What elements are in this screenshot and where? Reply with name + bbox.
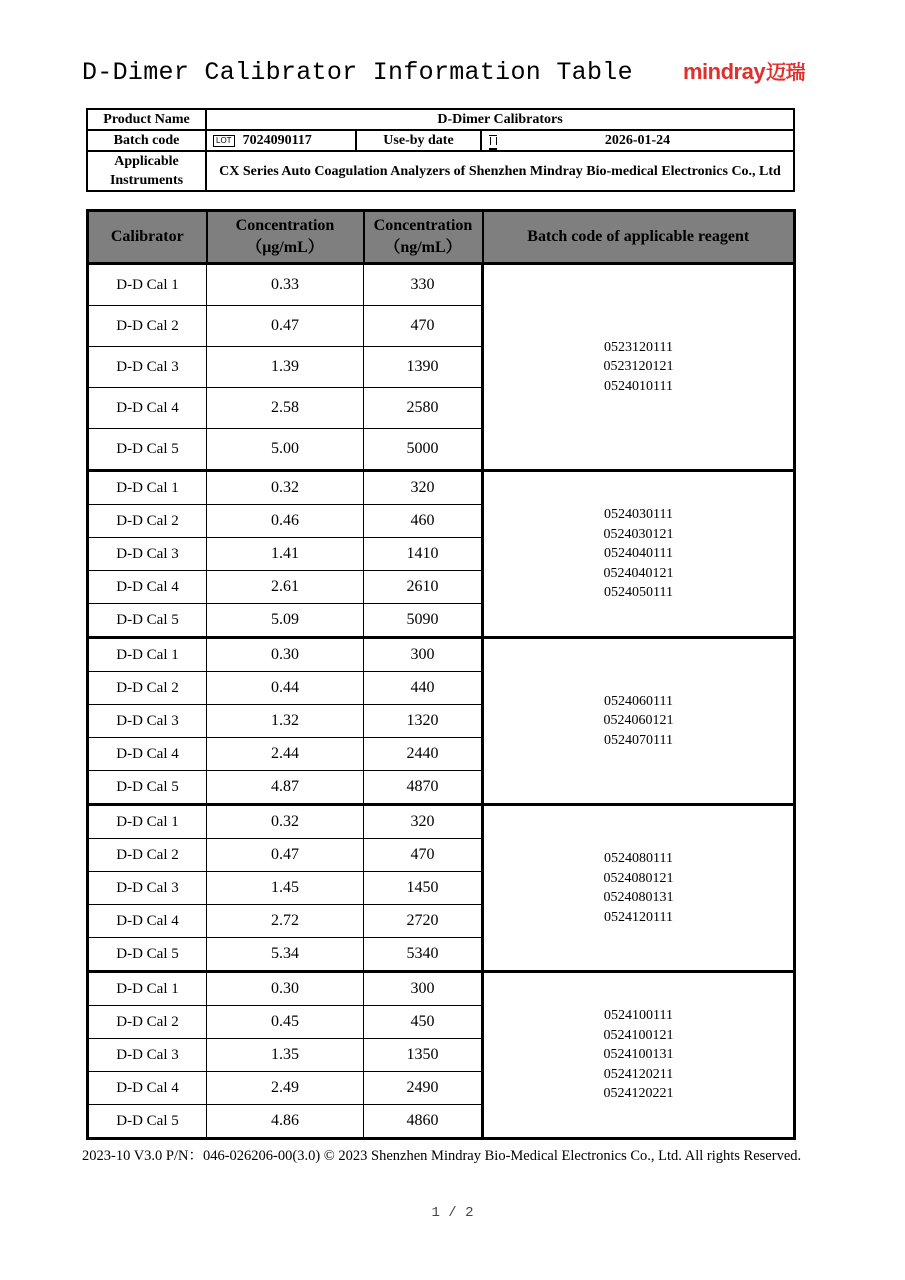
conc-ug-cell: 4.86 [207, 1105, 364, 1139]
conc-ug-cell: 0.32 [207, 471, 364, 505]
calibrator-cell: D-D Cal 5 [88, 429, 207, 471]
conc-ng-cell: 330 [364, 264, 483, 306]
calibrator-cell: D-D Cal 5 [88, 771, 207, 805]
calibrator-cell: D-D Cal 4 [88, 388, 207, 429]
reagent-batch-code: 0524080111 [604, 851, 673, 866]
conc-ug-cell: 1.39 [207, 347, 364, 388]
conc-ug-cell: 0.32 [207, 805, 364, 839]
conc-ug-cell: 0.30 [207, 972, 364, 1006]
reagent-batch-code: 0524070111 [604, 732, 673, 748]
product-name-value: D-Dimer Calibrators [206, 109, 794, 130]
reagent-batch-cell [483, 805, 795, 972]
table-row [88, 264, 795, 306]
calibrator-cell: D-D Cal 1 [88, 264, 207, 306]
batch-code-label: Batch code [87, 130, 206, 151]
reagent-batch-code: 0524030111 [604, 507, 673, 523]
conc-ng-cell: 5340 [364, 938, 483, 972]
conc-ng-cell: 470 [364, 839, 483, 872]
header-reagent: Batch code of applicable reagent [483, 211, 795, 264]
reagent-batch-code: 0524010111 [604, 378, 673, 394]
conc-ug-cell: 5.09 [207, 604, 364, 638]
product-info-table [86, 108, 795, 192]
conc-ug-cell: 2.44 [207, 738, 364, 771]
calibrator-cell: D-D Cal 2 [88, 672, 207, 705]
table-row [88, 805, 795, 839]
calibrator-cell: D-D Cal 5 [88, 1105, 207, 1139]
instruments-label: Applicable Instruments [87, 151, 206, 191]
header-conc-ug-title: Concentration [235, 217, 335, 234]
use-by-value: 2026-01-24 [604, 133, 671, 148]
calibrator-cell: D-D Cal 4 [88, 905, 207, 938]
logo-text: mindray [683, 59, 766, 84]
conc-ug-cell: 4.87 [207, 771, 364, 805]
conc-ug-cell: 2.72 [207, 905, 364, 938]
calibrator-cell: D-D Cal 1 [88, 972, 207, 1006]
reagent-batch-cell [483, 638, 795, 805]
calibrator-cell: D-D Cal 5 [88, 938, 207, 972]
conc-ng-cell: 450 [364, 1006, 483, 1039]
reagent-batch-code: 0523120121 [603, 359, 674, 375]
reagent-batch-code: 0524080131 [603, 890, 674, 905]
conc-ng-cell: 2580 [364, 388, 483, 429]
footer-text: 2023-10 V3.0 P/N：046-026206-00(3.0) © 2023 Shenzhen Mindray Bio-Medical Electronics Co., Ltd. All rights Reserved. [82, 1148, 802, 1164]
conc-ug-cell: 0.47 [207, 839, 364, 872]
reagent-batch-code: 0524120111 [604, 909, 673, 925]
logo-cn-text: 迈瑞 [766, 62, 806, 84]
calibrator-cell: D-D Cal 2 [88, 839, 207, 872]
conc-ng-cell: 1410 [364, 538, 483, 571]
conc-ng-cell: 440 [364, 672, 483, 705]
calibrator-cell: D-D Cal 2 [88, 306, 207, 347]
conc-ug-cell: 0.46 [207, 505, 364, 538]
calibrator-cell: D-D Cal 4 [88, 571, 207, 604]
reagent-batch-code: 0524060121 [603, 713, 674, 729]
conc-ng-cell: 5090 [364, 604, 483, 638]
reagent-batch-code: 0524100121 [603, 1027, 674, 1043]
use-by-label: Use-by date [356, 130, 481, 151]
header-conc-ng-title: Concentration [373, 217, 473, 234]
conc-ng-cell: 4870 [364, 771, 483, 805]
calibrator-cell: D-D Cal 1 [88, 471, 207, 505]
table-row [88, 972, 795, 1006]
reagent-batch-cell [483, 264, 795, 471]
reagent-batch-code: 0524050111 [604, 585, 673, 601]
calibrator-cell: D-D Cal 3 [88, 538, 207, 571]
reagent-batch-code: 0524040121 [603, 565, 674, 581]
reagent-batch-code: 0524120211 [603, 1066, 674, 1082]
conc-ug-cell: 1.32 [207, 705, 364, 738]
batch-code-value: 7024090117 [242, 133, 312, 148]
header-conc-ng-unit: （ng/mL） [384, 239, 462, 256]
calibrator-cell: D-D Cal 3 [88, 347, 207, 388]
instruments-value: CX Series Auto Coagulation Analyzers of Shenzhen Mindray Bio-medical Electronics Co., Ltd [206, 151, 794, 191]
calibrator-cell: D-D Cal 1 [88, 638, 207, 672]
calibrator-cell: D-D Cal 3 [88, 705, 207, 738]
reagent-batch-code: 0523120111 [604, 339, 673, 355]
mindray-logo [683, 56, 805, 85]
conc-ug-cell: 5.00 [207, 429, 364, 471]
conc-ug-cell: 1.35 [207, 1039, 364, 1072]
conc-ng-cell: 1450 [364, 872, 483, 905]
conc-ug-cell: 0.33 [207, 264, 364, 306]
document-title: D-Dimer Calibrator Information Table [82, 58, 633, 87]
reagent-batch-code: 0524080121 [603, 870, 674, 886]
batch-code-cell [206, 130, 356, 151]
header-conc-ng [364, 211, 483, 264]
calibrator-table [86, 209, 796, 1140]
reagent-batch-code: 0524030121 [603, 526, 674, 542]
header-calibrator: Calibrator [88, 211, 207, 264]
conc-ug-cell: 0.45 [207, 1006, 364, 1039]
conc-ug-cell: 0.30 [207, 638, 364, 672]
product-name-label: Product Name [87, 109, 206, 130]
reagent-batch-code: 0524100111 [604, 1008, 673, 1024]
table-row [88, 471, 795, 505]
conc-ng-cell: 2440 [364, 738, 483, 771]
calibrator-cell: D-D Cal 3 [88, 872, 207, 905]
conc-ug-cell: 0.44 [207, 672, 364, 705]
conc-ng-cell: 1320 [364, 705, 483, 738]
conc-ug-cell: 5.34 [207, 938, 364, 972]
conc-ng-cell: 320 [364, 471, 483, 505]
reagent-batch-code: 0524040111 [604, 546, 673, 562]
conc-ng-cell: 470 [364, 306, 483, 347]
page-number: 1 / 2 [431, 1205, 474, 1221]
conc-ug-cell: 2.49 [207, 1072, 364, 1105]
reagent-batch-code: 0524100131 [603, 1047, 674, 1063]
calibrator-cell: D-D Cal 4 [88, 738, 207, 771]
header-conc-ug-unit: （μg/mL） [246, 239, 324, 256]
conc-ng-cell: 320 [364, 805, 483, 839]
conc-ug-cell: 0.47 [207, 306, 364, 347]
calibrator-cell: D-D Cal 4 [88, 1072, 207, 1105]
conc-ug-cell: 1.41 [207, 538, 364, 571]
conc-ug-cell: 2.58 [207, 388, 364, 429]
use-by-cell [481, 130, 794, 151]
calibrator-cell: D-D Cal 3 [88, 1039, 207, 1072]
conc-ug-cell: 1.45 [207, 872, 364, 905]
calibrator-cell: D-D Cal 2 [88, 505, 207, 538]
conc-ng-cell: 4860 [364, 1105, 483, 1139]
conc-ng-cell: 2490 [364, 1072, 483, 1105]
conc-ng-cell: 1390 [364, 347, 483, 388]
hourglass-icon [489, 135, 497, 150]
table-row [88, 638, 795, 672]
reagent-batch-code: 0524060111 [604, 693, 673, 709]
conc-ng-cell: 460 [364, 505, 483, 538]
reagent-batch-code: 0524120221 [603, 1086, 674, 1102]
calibrator-cell: D-D Cal 1 [88, 805, 207, 839]
reagent-batch-cell [483, 972, 795, 1139]
reagent-batch-cell [483, 471, 795, 638]
conc-ng-cell: 1350 [364, 1039, 483, 1072]
conc-ng-cell: 5000 [364, 429, 483, 471]
header-conc-ug [207, 211, 364, 264]
lot-icon: LOT [213, 135, 235, 147]
conc-ng-cell: 2610 [364, 571, 483, 604]
conc-ng-cell: 2720 [364, 905, 483, 938]
conc-ug-cell: 2.61 [207, 571, 364, 604]
conc-ng-cell: 300 [364, 638, 483, 672]
calibrator-cell: D-D Cal 5 [88, 604, 207, 638]
conc-ng-cell: 300 [364, 972, 483, 1006]
calibrator-cell: D-D Cal 2 [88, 1006, 207, 1039]
